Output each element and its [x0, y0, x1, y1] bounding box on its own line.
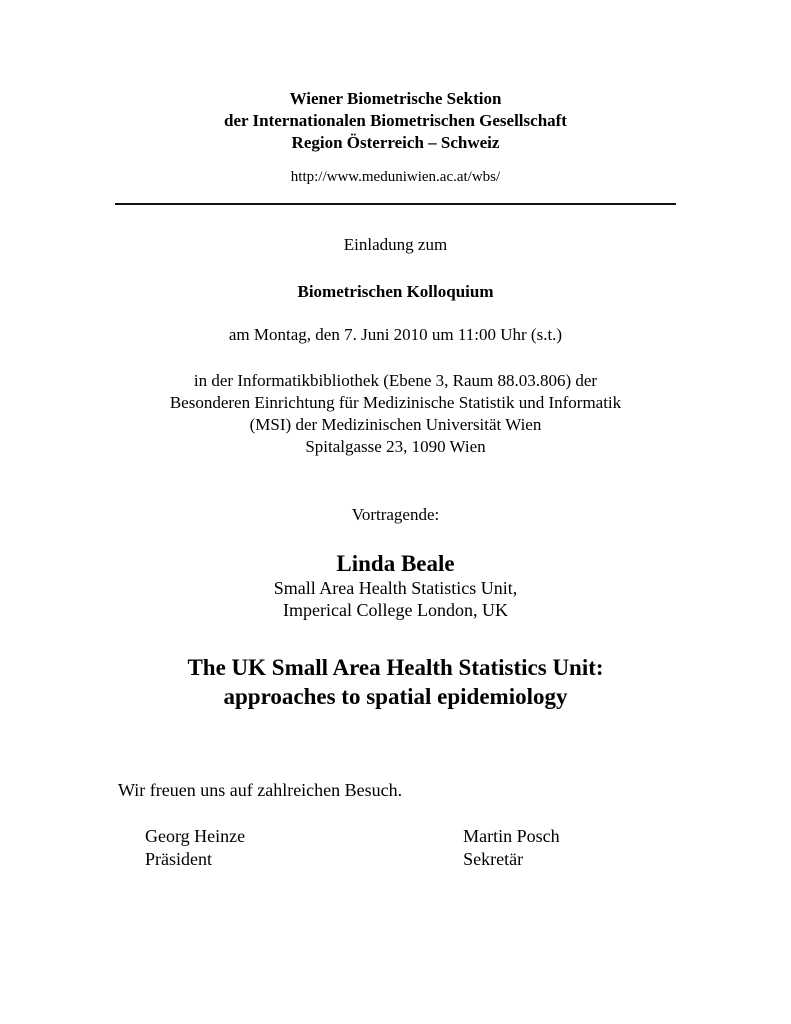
header-divider — [115, 203, 676, 205]
affiliation-line2: Imperical College London, UK — [283, 600, 508, 620]
org-name-line3: Region Österreich – Schweiz — [291, 133, 500, 152]
org-name-line2: der Internationalen Biometrischen Gesellschaft — [224, 111, 567, 130]
signature-right-role: Sekretär — [463, 849, 524, 869]
signature-block — [0, 825, 791, 871]
location-line3: (MSI) der Medizinischen Universität Wien — [249, 415, 542, 434]
speaker-label: Vortragende: — [351, 505, 440, 524]
event-name: Biometrischen Kolloquium — [297, 282, 494, 301]
location-line4: Spitalgasse 23, 1090 Wien — [305, 437, 486, 456]
org-website-url: http://www.meduniwien.ac.at/wbs/ — [290, 169, 501, 185]
affiliation-line1: Small Area Health Statistics Unit, — [273, 578, 518, 598]
event-datetime: am Montag, den 7. Juni 2010 um 11:00 Uhr (s.t.) — [228, 325, 563, 344]
invitation-intro: Einladung zum — [343, 235, 448, 254]
signature-left-role: Präsident — [145, 849, 212, 869]
signature-left — [145, 825, 245, 871]
speaker-name: Linda Beale — [336, 551, 455, 576]
signature-right — [463, 825, 560, 871]
org-name-line1: Wiener Biometrische Sektion — [289, 89, 502, 108]
closing-remark: Wir freuen uns auf zahlreichen Besuch. — [118, 780, 403, 800]
signature-left-name: Georg Heinze — [145, 826, 246, 846]
signature-right-name: Martin Posch — [463, 826, 560, 846]
location-line1: in der Informatikbibliothek (Ebene 3, Raum 88.03.806) der — [193, 371, 598, 390]
speaker-affiliation — [0, 577, 791, 621]
talk-title-line1: The UK Small Area Health Statistics Unit: — [187, 655, 604, 680]
location-line2: Besonderen Einrichtung für Medizinische Statistik und Informatik — [169, 393, 622, 412]
event-location — [0, 370, 791, 458]
organization-header — [0, 88, 791, 154]
talk-title-line2: approaches to spatial epidemiology — [223, 684, 568, 709]
talk-title — [0, 653, 791, 711]
